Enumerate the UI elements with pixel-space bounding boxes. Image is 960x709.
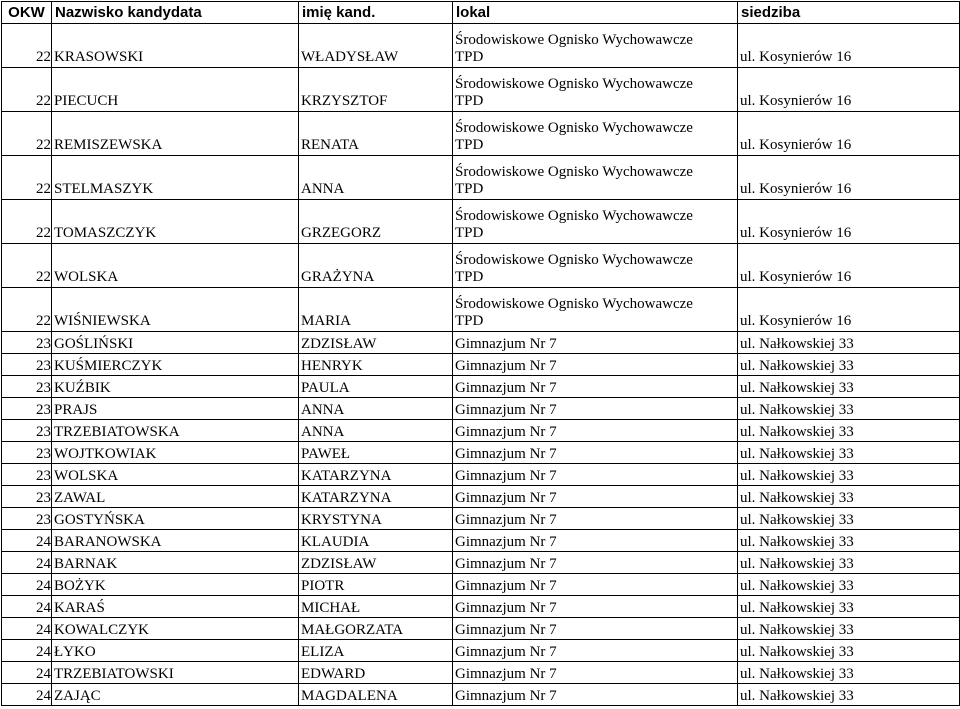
cell-first-name: GRAŻYNA xyxy=(299,244,453,288)
cell-address: ul. Nałkowskiej 33 xyxy=(738,332,960,354)
cell-surname: STELMASZYK xyxy=(52,156,299,200)
cell-venue: Gimnazjum Nr 7 xyxy=(453,486,738,508)
cell-address: ul. Kosynierów 16 xyxy=(738,24,960,68)
cell-surname: WIŚNIEWSKA xyxy=(52,288,299,332)
cell-okw: 23 xyxy=(2,486,52,508)
cell-venue: Gimnazjum Nr 7 xyxy=(453,354,738,376)
venue-line-2: TPD xyxy=(455,181,484,197)
cell-venue xyxy=(453,112,738,156)
cell-venue xyxy=(453,244,738,288)
cell-surname: WOLSKA xyxy=(52,244,299,288)
table-row xyxy=(2,354,960,376)
cell-surname: TOMASZCZYK xyxy=(52,200,299,244)
cell-venue: Gimnazjum Nr 7 xyxy=(453,640,738,662)
cell-okw: 24 xyxy=(2,530,52,552)
table-row xyxy=(2,684,960,706)
cell-address: ul. Nałkowskiej 33 xyxy=(738,420,960,442)
table-header xyxy=(2,2,960,24)
table-row xyxy=(2,332,960,354)
venue-line-1: Środowiskowe Ognisko Wychowawcze xyxy=(455,252,693,268)
cell-venue: Gimnazjum Nr 7 xyxy=(453,398,738,420)
cell-okw: 24 xyxy=(2,640,52,662)
cell-venue: Gimnazjum Nr 7 xyxy=(453,684,738,706)
table-row xyxy=(2,288,960,332)
cell-okw: 22 xyxy=(2,156,52,200)
cell-first-name: KATARZYNA xyxy=(299,486,453,508)
cell-venue xyxy=(453,68,738,112)
cell-venue: Gimnazjum Nr 7 xyxy=(453,618,738,640)
cell-okw: 22 xyxy=(2,288,52,332)
cell-first-name: ANNA xyxy=(299,156,453,200)
table-row xyxy=(2,486,960,508)
cell-venue: Gimnazjum Nr 7 xyxy=(453,442,738,464)
cell-first-name: EDWARD xyxy=(299,662,453,684)
venue-line-1: Środowiskowe Ognisko Wychowawcze xyxy=(455,164,693,180)
cell-address: ul. Nałkowskiej 33 xyxy=(738,398,960,420)
cell-okw: 22 xyxy=(2,24,52,68)
cell-surname: TRZEBIATOWSKA xyxy=(52,420,299,442)
cell-first-name: PAULA xyxy=(299,376,453,398)
cell-address: ul. Nałkowskiej 33 xyxy=(738,376,960,398)
table-row xyxy=(2,552,960,574)
cell-venue: Gimnazjum Nr 7 xyxy=(453,552,738,574)
table-row xyxy=(2,574,960,596)
cell-okw: 23 xyxy=(2,398,52,420)
cell-first-name: RENATA xyxy=(299,112,453,156)
cell-surname: REMISZEWSKA xyxy=(52,112,299,156)
cell-address: ul. Nałkowskiej 33 xyxy=(738,508,960,530)
venue-line-1: Środowiskowe Ognisko Wychowawcze xyxy=(455,296,693,312)
cell-okw: 23 xyxy=(2,464,52,486)
venue-line-2: TPD xyxy=(455,137,484,153)
cell-surname: KUŚMIERCZYK xyxy=(52,354,299,376)
cell-first-name: ANNA xyxy=(299,398,453,420)
cell-first-name: KRYSTYNA xyxy=(299,508,453,530)
cell-surname: PIECUCH xyxy=(52,68,299,112)
cell-okw: 24 xyxy=(2,618,52,640)
cell-first-name: PAWEŁ xyxy=(299,442,453,464)
table-row xyxy=(2,68,960,112)
cell-okw: 24 xyxy=(2,574,52,596)
cell-first-name: ELIZA xyxy=(299,640,453,662)
table-row xyxy=(2,420,960,442)
cell-okw: 23 xyxy=(2,354,52,376)
cell-address: ul. Nałkowskiej 33 xyxy=(738,574,960,596)
cell-surname: ŁYKO xyxy=(52,640,299,662)
venue-line-1: Środowiskowe Ognisko Wychowawcze xyxy=(455,208,693,224)
cell-first-name: KLAUDIA xyxy=(299,530,453,552)
cell-address: ul. Kosynierów 16 xyxy=(738,244,960,288)
cell-venue: Gimnazjum Nr 7 xyxy=(453,596,738,618)
venue-line-2: TPD xyxy=(455,225,484,241)
venue-line-1: Środowiskowe Ognisko Wychowawcze xyxy=(455,76,693,92)
cell-address: ul. Nałkowskiej 33 xyxy=(738,530,960,552)
cell-first-name: WŁADYSŁAW xyxy=(299,24,453,68)
venue-line-2: TPD xyxy=(455,313,484,329)
cell-surname: ZAWAL xyxy=(52,486,299,508)
cell-okw: 23 xyxy=(2,420,52,442)
venue-line-2: TPD xyxy=(455,93,484,109)
table-row xyxy=(2,508,960,530)
cell-first-name: PIOTR xyxy=(299,574,453,596)
cell-first-name: ZDZISŁAW xyxy=(299,552,453,574)
cell-surname: KARAŚ xyxy=(52,596,299,618)
cell-surname: TRZEBIATOWSKI xyxy=(52,662,299,684)
cell-surname: ZAJĄC xyxy=(52,684,299,706)
table-row xyxy=(2,618,960,640)
table-row xyxy=(2,596,960,618)
cell-surname: GOŚLIŃSKI xyxy=(52,332,299,354)
cell-venue: Gimnazjum Nr 7 xyxy=(453,464,738,486)
table-row xyxy=(2,112,960,156)
header-row xyxy=(2,2,960,24)
header-address: siedziba xyxy=(738,2,960,24)
cell-okw: 22 xyxy=(2,68,52,112)
cell-okw: 22 xyxy=(2,244,52,288)
cell-first-name: MAŁGORZATA xyxy=(299,618,453,640)
cell-first-name: MAGDALENA xyxy=(299,684,453,706)
cell-address: ul. Nałkowskiej 33 xyxy=(738,442,960,464)
cell-venue: Gimnazjum Nr 7 xyxy=(453,508,738,530)
table-row xyxy=(2,398,960,420)
cell-first-name: MARIA xyxy=(299,288,453,332)
cell-okw: 24 xyxy=(2,596,52,618)
cell-first-name: MICHAŁ xyxy=(299,596,453,618)
cell-address: ul. Kosynierów 16 xyxy=(738,68,960,112)
venue-line-2: TPD xyxy=(455,269,484,285)
cell-venue xyxy=(453,200,738,244)
cell-first-name: KATARZYNA xyxy=(299,464,453,486)
cell-okw: 24 xyxy=(2,662,52,684)
cell-surname: WOLSKA xyxy=(52,464,299,486)
cell-venue: Gimnazjum Nr 7 xyxy=(453,332,738,354)
cell-surname: KUŹBIK xyxy=(52,376,299,398)
table-row xyxy=(2,244,960,288)
cell-venue xyxy=(453,288,738,332)
cell-venue: Gimnazjum Nr 7 xyxy=(453,530,738,552)
cell-surname: GOSTYŃSKA xyxy=(52,508,299,530)
cell-venue xyxy=(453,156,738,200)
cell-surname: BARNAK xyxy=(52,552,299,574)
cell-okw: 22 xyxy=(2,112,52,156)
cell-surname: KOWALCZYK xyxy=(52,618,299,640)
header-venue: lokal xyxy=(453,2,738,24)
cell-okw: 23 xyxy=(2,332,52,354)
table-row xyxy=(2,530,960,552)
cell-first-name: ZDZISŁAW xyxy=(299,332,453,354)
table-row xyxy=(2,442,960,464)
venue-line-1: Środowiskowe Ognisko Wychowawcze xyxy=(455,32,693,48)
cell-venue xyxy=(453,24,738,68)
cell-okw: 23 xyxy=(2,376,52,398)
table-row xyxy=(2,200,960,244)
table-row xyxy=(2,376,960,398)
cell-address: ul. Nałkowskiej 33 xyxy=(738,464,960,486)
table-row xyxy=(2,662,960,684)
cell-okw: 24 xyxy=(2,552,52,574)
venue-line-2: TPD xyxy=(455,49,484,65)
header-surname: Nazwisko kandydata xyxy=(52,2,299,24)
cell-first-name: GRZEGORZ xyxy=(299,200,453,244)
cell-address: ul. Nałkowskiej 33 xyxy=(738,640,960,662)
cell-address: ul. Nałkowskiej 33 xyxy=(738,486,960,508)
table-row xyxy=(2,156,960,200)
cell-address: ul. Nałkowskiej 33 xyxy=(738,662,960,684)
cell-okw: 23 xyxy=(2,508,52,530)
cell-surname: PRAJS xyxy=(52,398,299,420)
cell-surname: KRASOWSKI xyxy=(52,24,299,68)
table-row xyxy=(2,24,960,68)
cell-venue: Gimnazjum Nr 7 xyxy=(453,420,738,442)
cell-venue: Gimnazjum Nr 7 xyxy=(453,376,738,398)
cell-okw: 22 xyxy=(2,200,52,244)
cell-first-name: ANNA xyxy=(299,420,453,442)
table-row xyxy=(2,464,960,486)
cell-venue: Gimnazjum Nr 7 xyxy=(453,662,738,684)
table-row xyxy=(2,640,960,662)
cell-address: ul. Nałkowskiej 33 xyxy=(738,684,960,706)
cell-surname: BOŻYK xyxy=(52,574,299,596)
venue-line-1: Środowiskowe Ognisko Wychowawcze xyxy=(455,120,693,136)
table-body xyxy=(2,24,960,706)
cell-address: ul. Kosynierów 16 xyxy=(738,288,960,332)
cell-address: ul. Kosynierów 16 xyxy=(738,200,960,244)
header-okw: OKW xyxy=(2,2,52,24)
candidates-table xyxy=(1,1,960,706)
cell-okw: 24 xyxy=(2,684,52,706)
cell-address: ul. Nałkowskiej 33 xyxy=(738,354,960,376)
cell-address: ul. Nałkowskiej 33 xyxy=(738,596,960,618)
cell-surname: BARANOWSKA xyxy=(52,530,299,552)
cell-address: ul. Kosynierów 16 xyxy=(738,156,960,200)
cell-okw: 23 xyxy=(2,442,52,464)
cell-first-name: KRZYSZTOF xyxy=(299,68,453,112)
cell-first-name: HENRYK xyxy=(299,354,453,376)
cell-address: ul. Kosynierów 16 xyxy=(738,112,960,156)
cell-address: ul. Nałkowskiej 33 xyxy=(738,618,960,640)
header-first-name: imię kand. xyxy=(299,2,453,24)
cell-venue: Gimnazjum Nr 7 xyxy=(453,574,738,596)
cell-surname: WOJTKOWIAK xyxy=(52,442,299,464)
cell-address: ul. Nałkowskiej 33 xyxy=(738,552,960,574)
